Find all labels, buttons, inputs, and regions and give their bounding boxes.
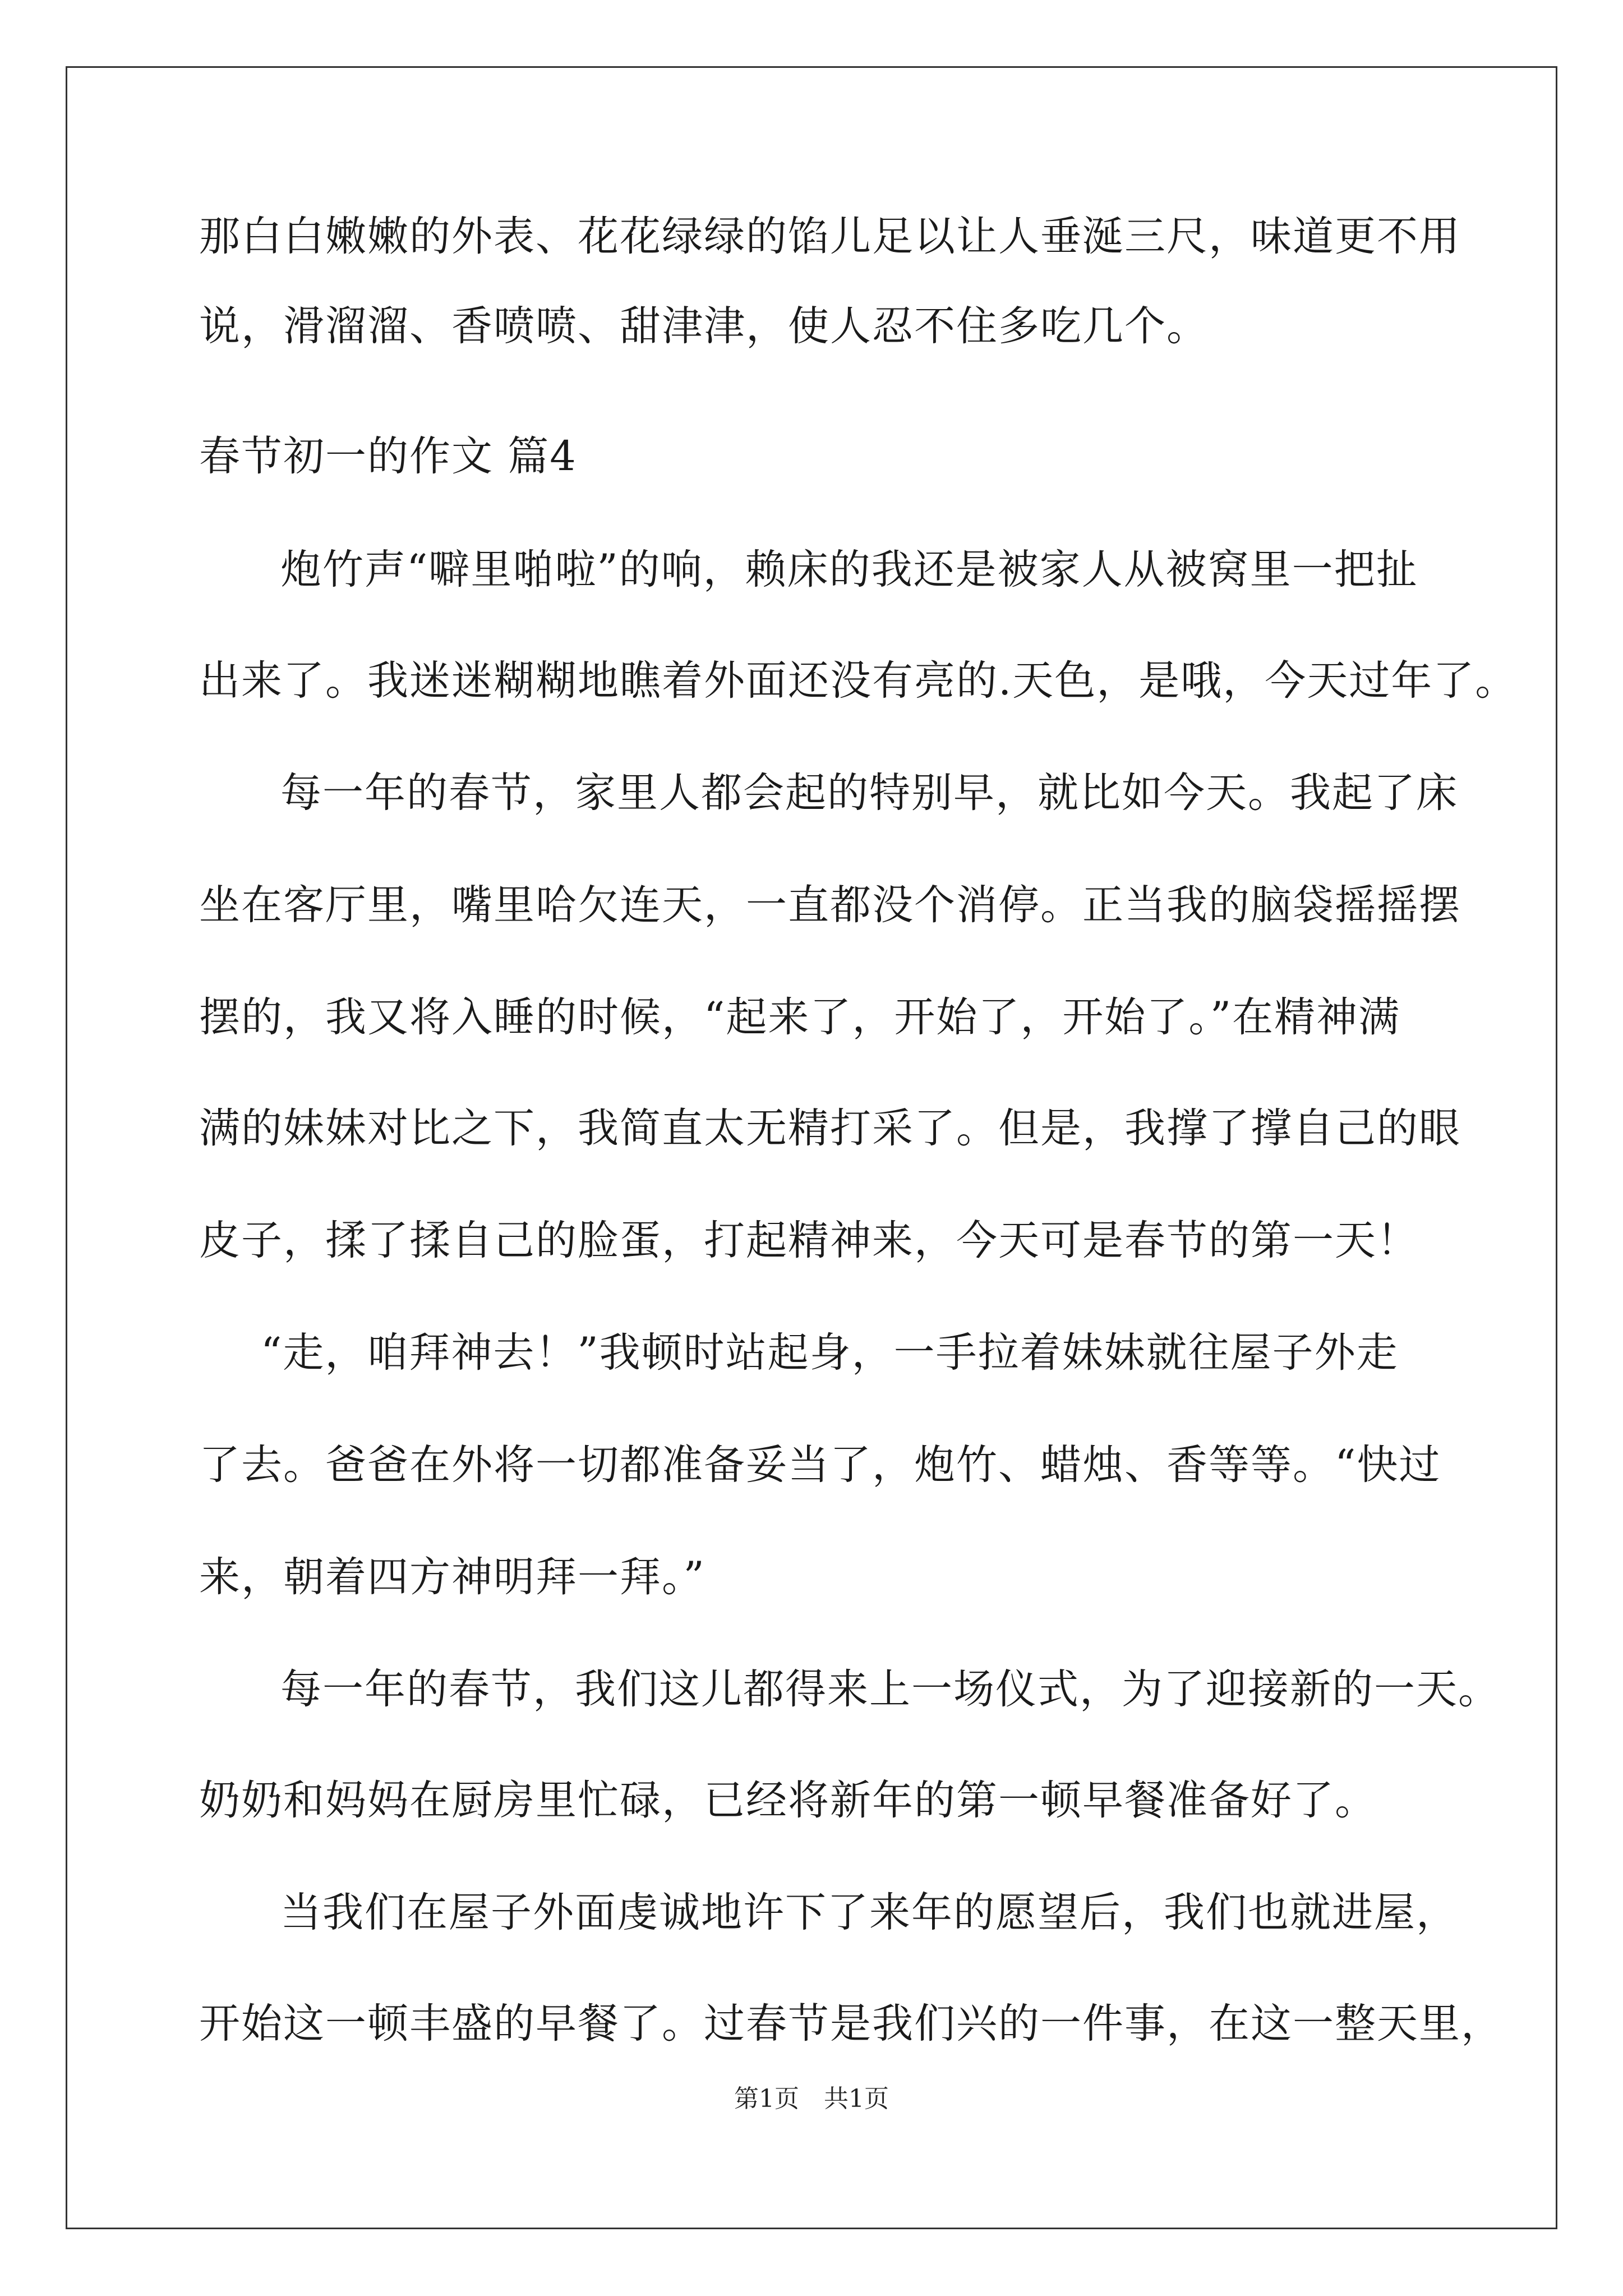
- text-line: 说，滑溜溜、香喷喷、甜津津，使人忍不住多吃几个。: [199, 302, 1209, 350]
- text-line: 出来了。我迷迷糊糊地瞧着外面还没有亮的.天色，是哦，今天过年了。: [199, 657, 1518, 705]
- text-line: 开始这一顿丰盛的早餐了。过春节是我们兴的一件事，在这一整天里，: [199, 2000, 1503, 2047]
- section-heading: 春节初一的作文 篇4: [199, 432, 577, 480]
- text-line: 坐在客厅里，嘴里哈欠连天，一直都没个消停。正当我的脑袋摇摇摆: [199, 881, 1461, 929]
- text-line: 那白白嫩嫩的外表、花花绿绿的馅儿足以让人垂涎三尺，味道更不用: [199, 213, 1461, 260]
- text-line: 满的妹妹对比之下，我简直太无精打采了。但是，我撑了撑自己的眼: [199, 1105, 1461, 1152]
- page-number-footer: 第1页 共1页: [734, 2085, 889, 2113]
- paragraph-first-line: 当我们在屋子外面虔诚地许下了来年的愿望后，我们也就进屋，: [280, 1889, 1458, 1936]
- text-line: 来，朝着四方神明拜一拜。”: [199, 1553, 706, 1601]
- text-line: 摆的，我又将入睡的时候，“起来了，开始了，开始了。”在精神满: [199, 993, 1401, 1041]
- text-line: 奶奶和妈妈在厨房里忙碌，已经将新年的第一顿早餐准备好了。: [199, 1777, 1377, 1824]
- paragraph-first-line: 每一年的春节，家里人都会起的特别早，就比如今天。我起了床: [280, 769, 1458, 817]
- paragraph-first-line: “走，咱拜神去！”我顿时站起身，一手拉着妹妹就往屋子外走: [261, 1329, 1399, 1377]
- paragraph-first-line: 每一年的春节，我们这儿都得来上一场仪式，为了迎接新的一天。: [280, 1665, 1500, 1713]
- text-line: 了去。爸爸在外将一切都准备妥当了，炮竹、蜡烛、香等等。“快过: [199, 1441, 1441, 1489]
- paragraph-first-line: 炮竹声“噼里啪啦”的响，赖床的我还是被家人从被窝里一把扯: [280, 546, 1418, 593]
- text-line: 皮子，揉了揉自己的脸蛋，打起精神来，今天可是春节的第一天！: [199, 1217, 1419, 1264]
